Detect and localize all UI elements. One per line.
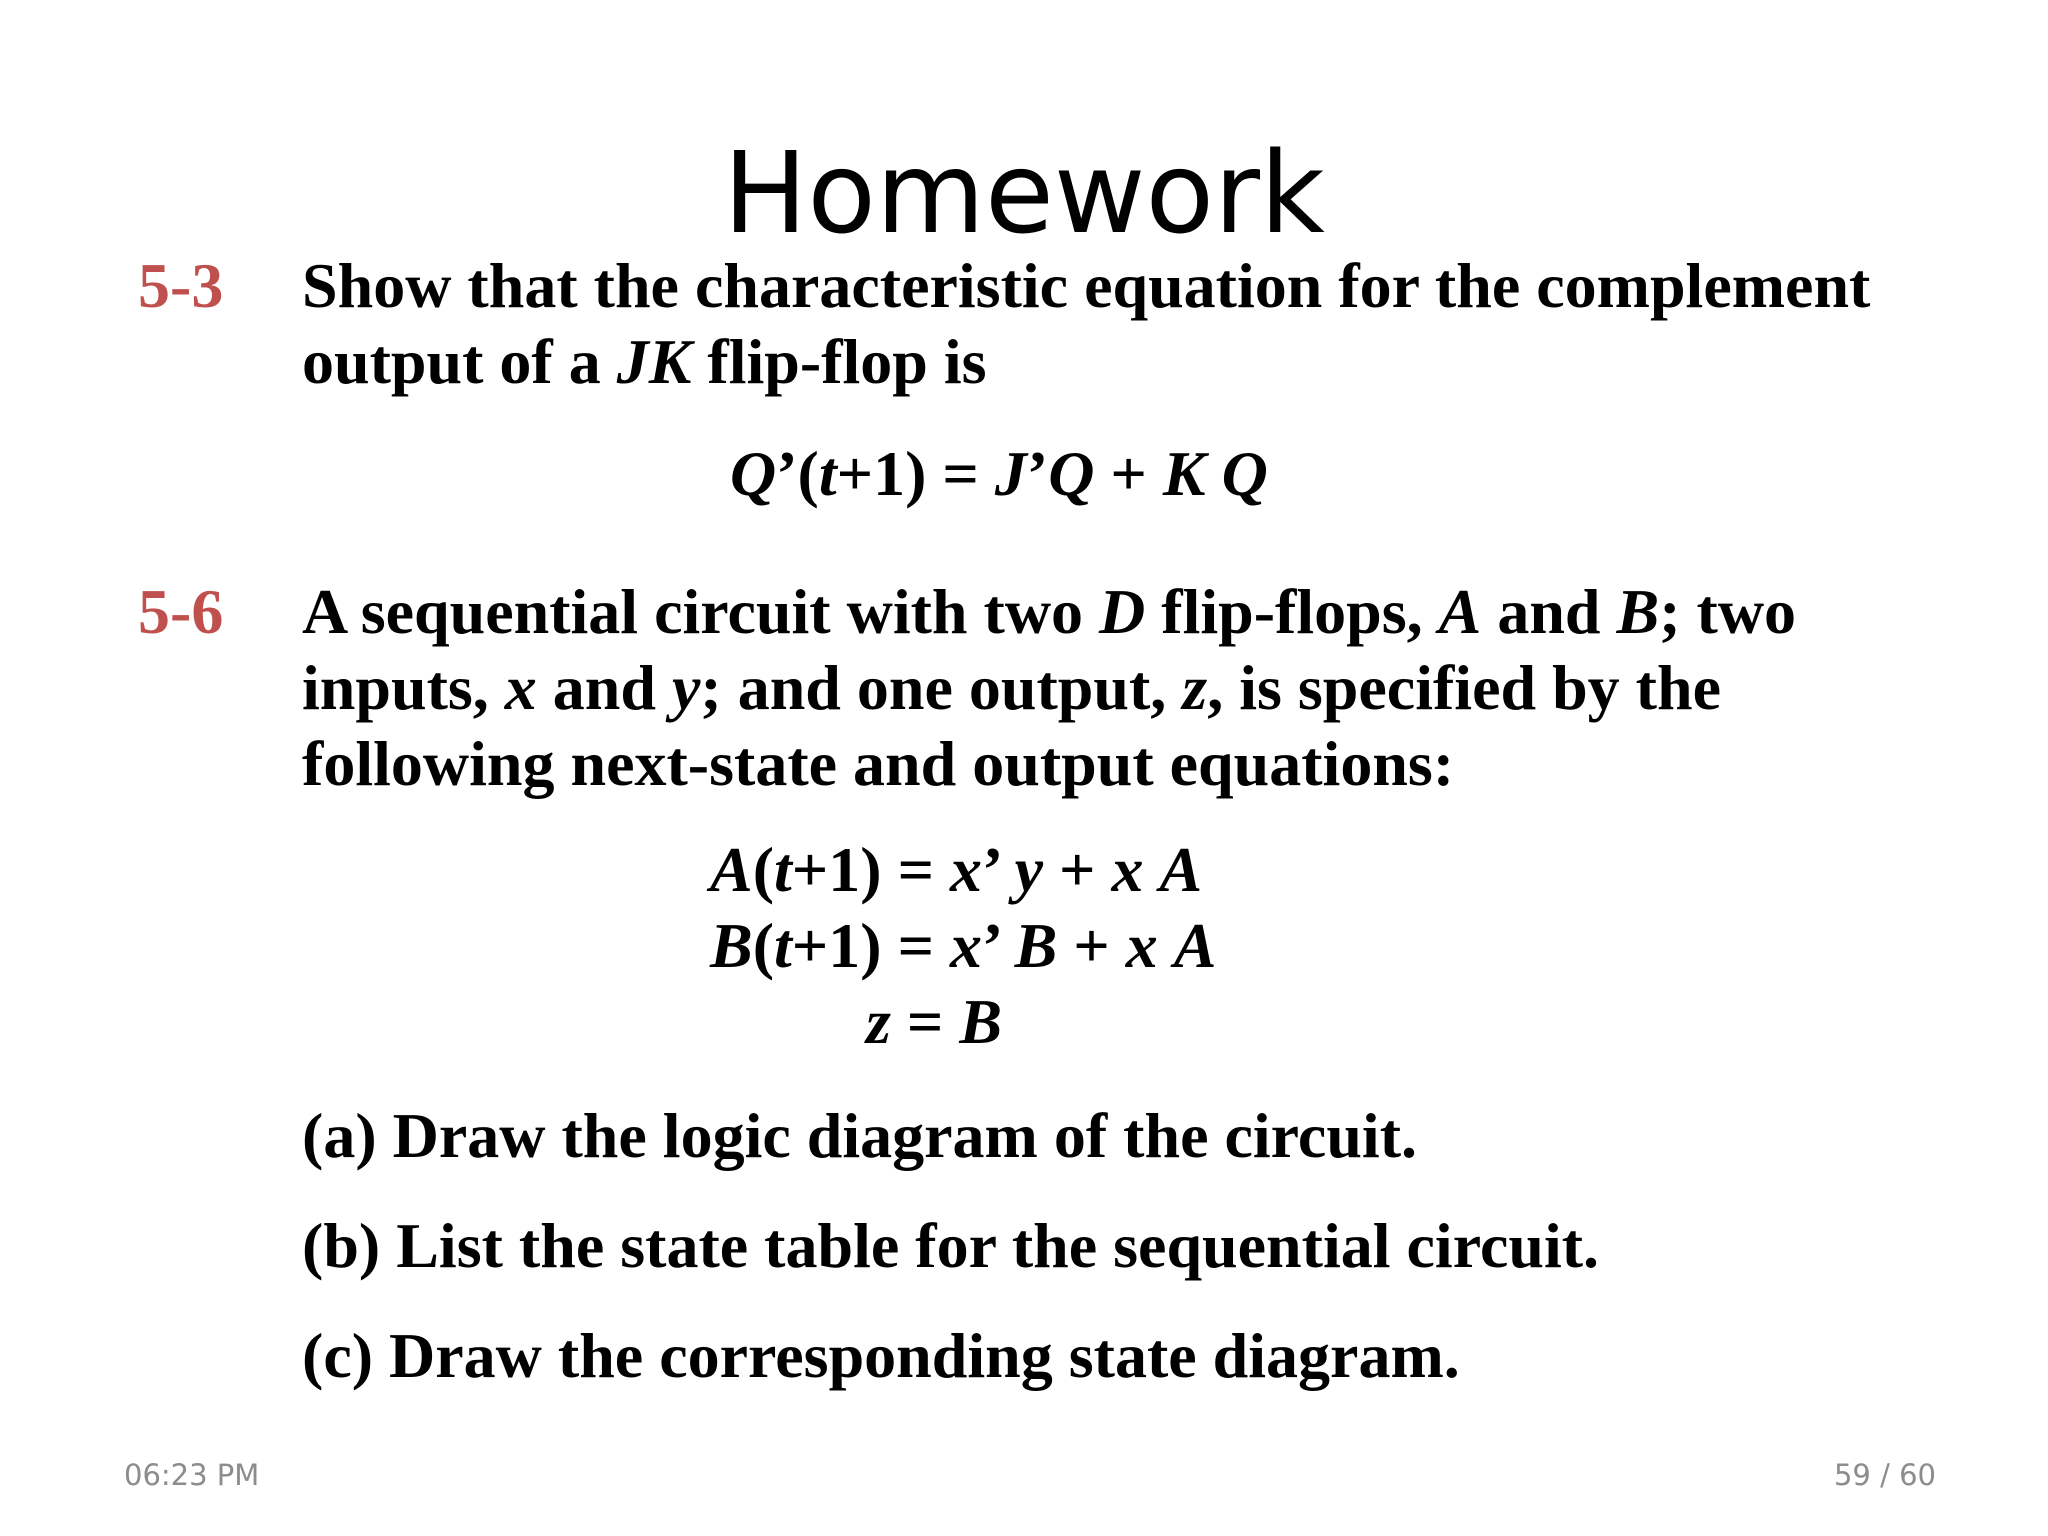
var-b: B <box>1014 910 1058 981</box>
var-y: y <box>1014 834 1043 905</box>
var-k: K <box>1162 438 1206 509</box>
var-a: A <box>1173 910 1217 981</box>
text-segment: and <box>536 652 672 723</box>
var-t: t <box>774 910 792 981</box>
var-t: t <box>774 834 792 905</box>
slide-title: Homework <box>723 129 1325 259</box>
text-segment: ’ <box>982 834 1015 905</box>
text-segment <box>1206 438 1222 509</box>
problem-number-5-6: 5-6 <box>138 576 224 647</box>
text-segment: ( <box>752 910 774 981</box>
part-c: (c) Draw the corresponding state diagram. <box>302 1320 1460 1391</box>
var-q: Q <box>1048 438 1095 509</box>
problem-5-6-line-3: following next-state and output equations: <box>302 728 1455 799</box>
var-x: x <box>950 910 983 981</box>
text-segment <box>1158 910 1174 981</box>
problem-number-5-3: 5-3 <box>138 250 224 321</box>
var-d: D <box>1099 576 1146 647</box>
text-segment: +1) = <box>791 834 951 905</box>
footer-time: 06:23 PM <box>124 1458 260 1492</box>
var-y: y <box>671 652 701 723</box>
equation-b-next <box>710 908 1216 984</box>
var-b: B <box>1616 576 1660 647</box>
text-segment: ’ <box>982 910 1015 981</box>
var-j: J <box>994 438 1027 509</box>
text-segment <box>1143 834 1159 905</box>
part-a: (a) Draw the logic diagram of the circuit. <box>302 1100 1417 1171</box>
var-a: A <box>1438 576 1482 647</box>
text-segment: output of a <box>302 326 617 397</box>
var-x: x <box>950 834 983 905</box>
var-a: A <box>1159 834 1203 905</box>
text-segment: ; two <box>1659 576 1797 647</box>
var-b: B <box>710 910 753 981</box>
equation-a-next <box>710 832 1202 908</box>
var-b: B <box>959 986 1003 1057</box>
problem-5-3-line-2 <box>302 324 2002 400</box>
equation-z-output <box>866 984 1002 1060</box>
var-x: x <box>1111 834 1144 905</box>
text-segment: = <box>890 986 960 1057</box>
part-b: (b) List the state table for the sequential circuit. <box>302 1210 1600 1281</box>
text-segment: flip-flop is <box>691 326 987 397</box>
var-q: Q <box>1221 438 1268 509</box>
text-segment: +1) = <box>791 910 951 981</box>
text-segment: + <box>1043 834 1112 905</box>
problem-5-3-line-1: Show that the characteristic equation for the complement <box>302 250 1871 321</box>
text-segment: A sequential circuit with two <box>302 576 1100 647</box>
text-segment: inputs, <box>302 652 505 723</box>
text-segment: flip-flops, <box>1145 576 1439 647</box>
equation-q-complement <box>730 436 1268 512</box>
text-segment: + <box>1094 438 1163 509</box>
text-segment: ( <box>752 834 774 905</box>
var-q: Q <box>730 438 777 509</box>
var-x: x <box>504 652 537 723</box>
var-a: A <box>710 834 753 905</box>
text-segment: ; and one output, <box>700 652 1183 723</box>
var-t: t <box>818 438 837 509</box>
problem-5-6-line-2 <box>302 650 2002 726</box>
problem-5-6-line-1 <box>302 574 2002 650</box>
var-z: z <box>866 986 891 1057</box>
problem-5-3-text <box>302 248 2002 400</box>
var-z: z <box>1182 652 1208 723</box>
text-segment: , is specified by the <box>1207 652 1721 723</box>
text-segment: and <box>1481 576 1617 647</box>
text-segment: +1) = <box>836 438 995 509</box>
footer-page-number: 59 / 60 <box>1833 1458 1936 1492</box>
problem-5-6-text <box>302 574 2002 802</box>
text-segment: + <box>1057 910 1126 981</box>
jk-variable: JK <box>616 326 692 397</box>
var-x: x <box>1125 910 1158 981</box>
text-segment: ’ <box>1026 438 1049 509</box>
text-segment: ’( <box>776 438 819 509</box>
